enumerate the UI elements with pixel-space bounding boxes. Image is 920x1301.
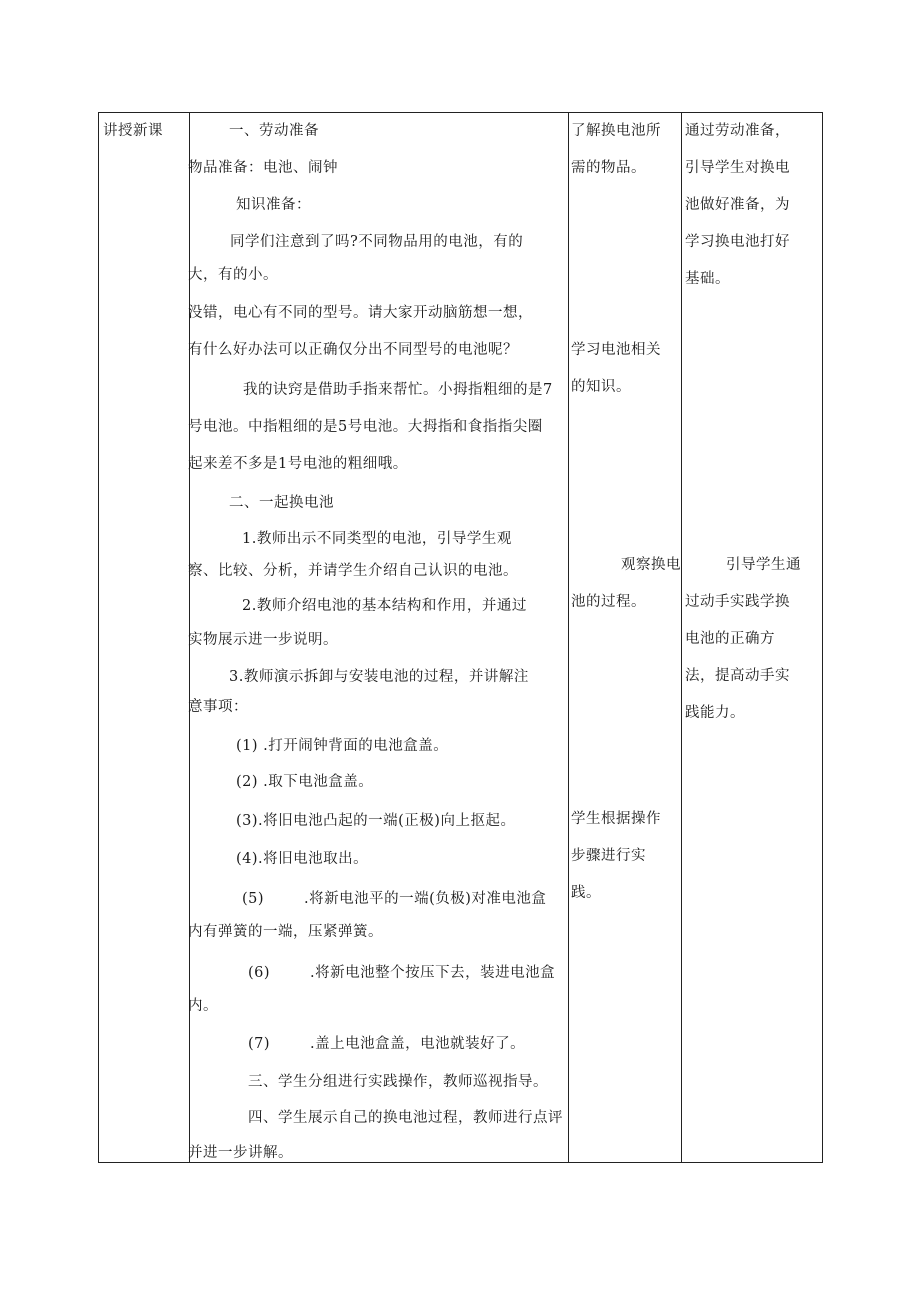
content-line: 并进一步讲解。 [188,1145,293,1161]
content-line: 实物展示进一步说明。 [188,632,338,648]
student-line: 观察换电 [621,557,681,573]
design-line: 学习换电池打好 [685,234,790,250]
step-1: (1) .打开闹钟背面的电池盒盖。 [236,738,449,754]
content-line: 同学们注意到了吗?不同物品用的电池，有的 [230,234,524,250]
content-line: 没错，电心有不同的型号。请大家开动脑筋想一想， [188,305,533,321]
step-7-number: (7) [248,1036,271,1052]
heading-group-practice: 三、学生分组进行实践操作，教师巡视指导。 [248,1074,548,1090]
step-7-text: .盖上电池盒盖，电池就装好了。 [310,1036,526,1052]
content-line: 有什么好办法可以正确仅分出不同型号的电池呢？ [188,342,518,358]
content-line: 1.教师出示不同类型的电池，引导学生观 [242,531,512,547]
design-line: 引导学生通 [726,557,801,573]
student-line: 了解换电池所 [571,123,661,139]
section-cell [99,113,190,1163]
design-line: 践能力。 [685,705,745,721]
step-6-number: (6) [248,965,271,981]
content-line: 内。 [188,998,218,1014]
content-line: 3.教师演示拆卸与安装电池的过程，并讲解注 [229,669,529,685]
content-line: 察、比较、分析，并请学生介绍自己认识的电池。 [188,563,518,579]
content-line: 意事项： [188,699,248,715]
heading-labor-prep: 一、劳动准备 [229,123,319,139]
teaching-content-cell [190,113,569,1163]
student-line: 学习电池相关 [571,342,661,358]
design-line: 基础。 [685,271,730,287]
step-4: (4).将旧电池取出。 [236,851,369,867]
design-line: 过动手实践学换 [685,594,790,610]
step-5-text: .将新电池平的一端(负极)对准电池盒 [304,891,547,907]
student-line: 学生根据操作 [571,811,661,827]
content-line: 起来差不多是1号电池的粗细哦。 [188,456,408,472]
student-line: 践。 [571,885,601,901]
step-5-number: (5) [242,891,265,907]
step-2: (2) .取下电池盒盖。 [236,774,374,790]
table-row [99,113,823,1163]
student-line: 步骤进行实 [571,848,646,864]
student-line: 池的过程。 [571,594,646,610]
design-line: 通过劳动准备， [685,123,790,139]
step-3: (3).将旧电池凸起的一端(正极)向上抠起。 [236,813,516,829]
section-label: 讲授新课 [103,123,163,139]
design-line: 电池的正确方 [685,631,775,647]
design-intent-cell [682,113,823,1163]
content-line: 物品准备：电池、闹钟 [188,160,338,176]
heading-student-demo: 四、学生展示自己的换电池过程，教师进行点评 [248,1110,563,1126]
student-line: 需的物品。 [571,160,646,176]
lesson-plan-table [98,112,823,1163]
content-line: 我的诀窍是借助手指来帮忙。小拇指粗细的是7 [243,382,553,398]
design-line: 池做好准备，为 [685,197,790,213]
step-6-text: .将新电池整个按压下去，装进电池盒 [310,965,556,981]
heading-change-battery: 二、一起换电池 [229,495,334,511]
student-line: 的知识。 [571,379,631,395]
design-line: 引导学生对换电 [685,160,790,176]
content-line: 2.教师介绍电池的基本结构和作用，并通过 [242,598,527,614]
student-activity-cell [569,113,682,1163]
content-line: 号电池。中指粗细的是5号电池。大拇指和食指指尖圈 [188,419,543,435]
design-line: 法，提高动手实 [685,668,790,684]
content-line: 知识准备： [236,197,311,213]
content-line: 大，有的小。 [188,267,278,283]
content-line: 内有弹簧的一端，压紧弹簧。 [188,924,383,940]
